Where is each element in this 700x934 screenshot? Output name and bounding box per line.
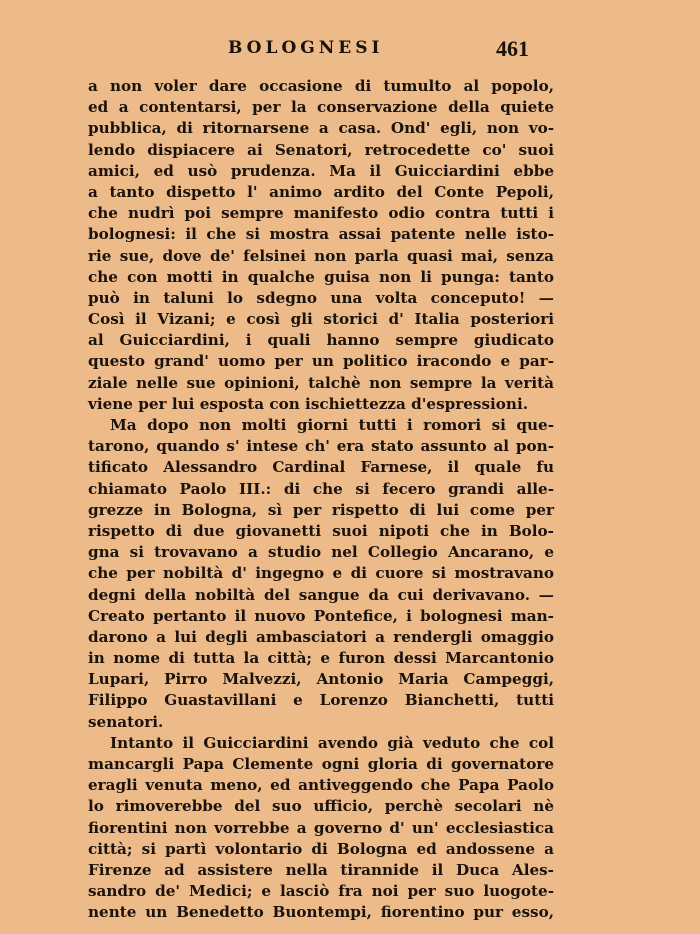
text-line: lo rimoverebbe del suo ufficio, perchè secolari nè bbox=[88, 797, 554, 816]
text-line: sandro de' Medici; e lasciò fra noi per suo luogote- bbox=[88, 882, 554, 901]
text-line: pubblica, di ritornarsene a casa. Ond' egli, non vo- bbox=[88, 119, 554, 138]
text-line: bolognesi: il che si mostra assai patente nelle isto- bbox=[88, 225, 554, 244]
text-line: ziale nelle sue opinioni, talchè non sempre la verità bbox=[88, 373, 554, 392]
text-line: tificato Alessandro Cardinal Farnese, il quale fu bbox=[88, 458, 554, 477]
text-line: Così il Vizani; e così gli storici d' Italia posteriori bbox=[88, 310, 554, 329]
text-line: eragli venuta meno, ed antiveggendo che Papa Paolo bbox=[88, 776, 554, 795]
text-line: rispetto di due giovanetti suoi nipoti che in Bolo- bbox=[88, 521, 554, 540]
text-line: gna si trovavano a studio nel Collegio Ancarano, e bbox=[88, 543, 554, 562]
text-line: questo grand' uomo per un politico iracondo e par- bbox=[88, 352, 554, 371]
text-line: che con motti in qualche guisa non li punga: tanto bbox=[88, 267, 554, 286]
text-line: a tanto dispetto l' animo ardito del Conte Pepoli, bbox=[88, 182, 554, 201]
text-line: nente un Benedetto Buontempi, fiorentino pur esso, bbox=[88, 903, 554, 922]
text-line: darono a lui degli ambasciatori a rendergli omaggio bbox=[88, 627, 554, 646]
text-line: che per nobiltà d' ingegno e di cuore si mostravano bbox=[88, 564, 554, 583]
text-line: Creato pertanto il nuovo Pontefice, i bolognesi man- bbox=[88, 606, 554, 625]
text-line: mancargli Papa Clemente ogni gloria di governatore bbox=[88, 755, 554, 773]
running-title: BOLOGNESI bbox=[228, 38, 384, 58]
body-text bbox=[88, 76, 554, 924]
text-line: amici, ed usò prudenza. Ma il Guicciardini ebbe bbox=[88, 161, 554, 180]
text-line: Firenze ad assistere nella tirannide il Duca Ales- bbox=[88, 860, 554, 879]
text-line: Ma dopo non molti giorni tutti i romori si que- bbox=[110, 416, 554, 434]
text-line: può in taluni lo sdegno una volta conceputo! — bbox=[88, 288, 554, 307]
text-line: Filippo Guastavillani e Lorenzo Bianchetti, tutti bbox=[88, 691, 554, 710]
text-line: Lupari, Pirro Malvezzi, Antonio Maria Campeggi, bbox=[88, 670, 554, 689]
text-line: che nudrì poi sempre manifesto odio contra tutti i bbox=[88, 204, 554, 223]
text-line: al Guicciardini, i quali hanno sempre giudicato bbox=[88, 331, 554, 350]
page-number: 461 bbox=[496, 36, 529, 61]
text-line: degni della nobiltà del sangue da cui derivavano. — bbox=[88, 585, 554, 604]
text-line: a non voler dare occasione di tumulto al popolo, bbox=[88, 77, 554, 95]
text-line: viene per lui esposta con ischiettezza d'espressioni. bbox=[88, 394, 529, 413]
text-line: senatori. bbox=[88, 712, 164, 731]
text-line: ed a contentarsi, per la conservazione della quiete bbox=[88, 98, 554, 117]
text-line: grezze in Bologna, sì per rispetto di lui come per bbox=[88, 500, 554, 519]
text-line: città; si partì volontario di Bologna ed andossene a bbox=[88, 839, 554, 858]
text-line: in nome di tutta la città; e furon dessi Marcantonio bbox=[88, 649, 554, 668]
text-line: chiamato Paolo III.: di che si fecero grandi alle- bbox=[88, 479, 554, 498]
text-line: tarono, quando s' intese ch' era stato assunto al pon- bbox=[88, 437, 554, 456]
text-line: lendo dispiacere ai Senatori, retrocedette co' suoi bbox=[88, 140, 554, 159]
text-line: fiorentini non vorrebbe a governo d' un' ecclesiastica bbox=[88, 818, 554, 837]
text-line: Intanto il Guicciardini avendo già veduto che col bbox=[110, 733, 554, 752]
text-line: rie sue, dove de' felsinei non parla quasi mai, senza bbox=[88, 246, 554, 265]
